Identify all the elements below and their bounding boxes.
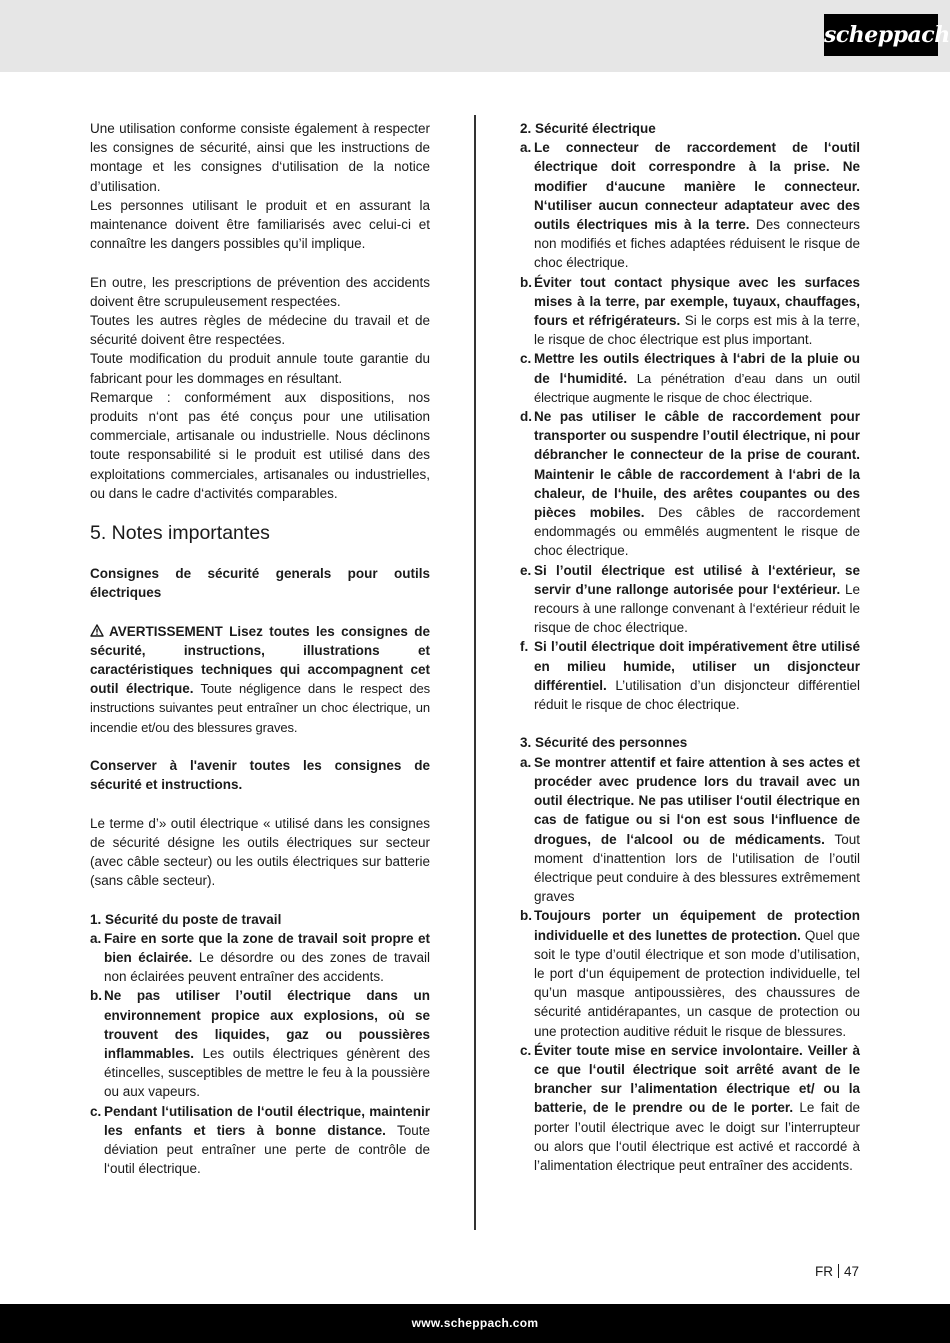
footer-url: www.scheppach.com bbox=[411, 1316, 539, 1330]
subsection-title: 3. Sécurité des personnes bbox=[520, 735, 688, 751]
header-bar bbox=[0, 0, 950, 72]
subsection-title: 1. Sécurité du poste de travail bbox=[90, 911, 282, 927]
intro-paragraph: Une utilisation conforme consiste également à respecter les consignes de sécurité, ainsi que les instructions de montage et les consignes d‘utilisation de la notice d’utilisation. bbox=[90, 121, 430, 194]
list-item bbox=[90, 929, 430, 987]
terme-paragraph: Le terme d’» outil électrique « utilisé dans les consignes de sécurité désigne les outils électriques sur secteur (avec câble secteur) ou les outils électriques sur batterie (sans câble secteur). bbox=[90, 815, 430, 889]
item-label: c. bbox=[90, 1103, 102, 1119]
intro-paragraph: Toute modification du produit annule toute garantie du fabricant pour les dommages en résultant. bbox=[90, 351, 430, 386]
list-item bbox=[520, 906, 860, 1040]
item-label: a. bbox=[520, 754, 532, 770]
item-text: Le désordre ou des zones de travail non éclairées peuvent entraîner des accidents. bbox=[104, 950, 430, 985]
item-text: Toute déviation peut entraîner une perte de contrôle de l‘outil électrique. bbox=[104, 1122, 430, 1177]
warning-text: Toute négligence dans le respect des instructions suivantes peut entraîner un choc électrique, un incendie et/ou des blessures graves. bbox=[90, 681, 430, 735]
item-bold-text: Pendant l‘utilisation de l‘outil électrique, maintenir les enfants et tiers à bonne distance. bbox=[104, 1103, 430, 1138]
item-label: c. bbox=[520, 351, 532, 367]
list-item bbox=[520, 407, 860, 561]
list-item bbox=[90, 986, 430, 1101]
item-text: La pénétration d’eau dans un outil électrique augmente le risque de choc électrique. bbox=[534, 370, 860, 405]
item-bold-text: Toujours porter un équipement de protection individuelle et des lunettes de protection. bbox=[534, 908, 860, 943]
list-item bbox=[520, 1041, 860, 1175]
list-item bbox=[520, 637, 860, 714]
item-label: b. bbox=[520, 908, 532, 924]
item-bold-text: Ne pas utiliser l’outil électrique dans un environnement propice aux explosions, où se trouvent des liquides, gaz ou poussières inflammables. bbox=[104, 988, 430, 1062]
column-divider bbox=[474, 115, 476, 1230]
item-bold-text: Faire en sorte que la zone de travail soit propre et bien éclairée. bbox=[104, 930, 430, 966]
intro-paragraph: Remarque : conformément aux dispositions, nos produits n‘ont pas été conçus pour une utilisation commerciale, artisanale ou industrielle. Nous déclinons toute responsabilité si le produit est utilisé dans des exploitations commerciales, artisanales ou industrielles, ou dans le cadre d‘activités comparables. bbox=[90, 389, 430, 501]
warning-paragraph bbox=[90, 622, 430, 737]
item-text: Quel que soit le type d’outil électrique et son mode d’utilisation, le port d‘un équipement de protection individuelle, tel qu’un masque antipoussières, des chaussures de sécurité antidérapantes, un casque de protection ou une protection auditive réduit le risque de blessures. bbox=[534, 927, 860, 1039]
item-label: b. bbox=[90, 988, 102, 1004]
item-text: Des câbles de raccordement endommagés ou emmêlés augmentent le risque de choc électrique. bbox=[534, 505, 861, 559]
item-label: f. bbox=[520, 639, 529, 655]
list-item bbox=[520, 138, 860, 272]
intro-paragraph: Les personnes utilisant le produit et en assurant la maintenance doivent être familiarisés avec celui-ci et connaître les dangers possibles qu’il implique. bbox=[90, 197, 430, 252]
item-text: Si le corps est mis à la terre, le risque de choc électrique est plus important. bbox=[534, 313, 861, 348]
item-text: Les outils électriques génèrent des étincelles, susceptibles de mettre le feu à la poussière ou aux vapeurs. bbox=[104, 1046, 430, 1100]
language-code: FR bbox=[814, 1264, 833, 1279]
conserver-note: Conserver à l'avenir toutes les consignes de sécurité et instructions. bbox=[90, 758, 430, 793]
item-text: Le recours à une rallonge convenant à l‘extérieur réduit le risque de choc électrique. bbox=[534, 581, 860, 636]
list-item bbox=[520, 273, 860, 350]
item-label: c. bbox=[520, 1042, 532, 1058]
list-item bbox=[520, 349, 860, 407]
brand-logo: scheppach bbox=[824, 14, 938, 56]
right-column bbox=[520, 119, 860, 1175]
warning-bold-text: AVERTISSEMENT Lisez toutes les consignes de sécurité, instructions, illustrations et caractéristiques techniques qui accompagnent cet outil électrique. bbox=[90, 623, 430, 697]
item-bold-text: Si l’outil électrique doit impérativement être utilisé en milieu humide, utiliser un disjoncteur différentiel. bbox=[534, 639, 860, 693]
intro-paragraph: Toutes les autres règles de médecine du travail et de sécurité doivent être respectées. bbox=[90, 313, 430, 348]
item-bold-text: Ne pas utiliser le câble de raccordement pour transporter ou suspendre l’outil électrique, ni pour débrancher le connecteur de la prise de courant. Maintenir le câble de raccordement à l‘abri de la chaleur, de l‘huile, des arêtes coupantes ou des pièces mobiles. bbox=[534, 409, 860, 521]
item-bold-text: Éviter toute mise en service involontaire. Veiller à ce que l‘outil électrique soit arrêté avant de le brancher sur l’alimentation électrique et/ ou la batterie, de le prendre ou de le porter. bbox=[534, 1042, 860, 1116]
item-text: L’utilisation d’un disjoncteur différentiel réduit le risque de choc électrique. bbox=[534, 677, 860, 713]
item-label: e. bbox=[520, 562, 532, 578]
page-number-value: 47 bbox=[843, 1264, 859, 1279]
item-text: Des connecteurs non modifiés et fiches adaptées réduisent le risque de choc électrique. bbox=[534, 217, 860, 271]
item-label: a. bbox=[520, 140, 532, 156]
section-title: 5. Notes importantes bbox=[90, 522, 270, 545]
item-bold-text: Éviter tout contact physique avec les surfaces mises à la terre, par exemple, tuyaux, chauffages, fours et réfrigérateurs. bbox=[534, 274, 860, 329]
item-bold-text: Se montrer attentif et faire attention à ses actes et procéder avec prudence lors du travail avec un outil électrique. Ne pas utiliser l‘outil électrique en cas de fatigue ou si l‘on est sous l‘influence de drogues, de l‘alcool ou de médicaments. bbox=[534, 754, 860, 847]
list-item bbox=[520, 561, 860, 638]
subsection-title: 2. Sécurité électrique bbox=[520, 121, 656, 136]
list-item bbox=[520, 753, 860, 907]
footer-bar bbox=[0, 1304, 950, 1343]
item-label: b. bbox=[520, 274, 532, 290]
item-bold-text: Mettre les outils électriques à l‘abri de la pluie ou de l‘humidité. bbox=[534, 351, 860, 386]
list-item bbox=[90, 1102, 430, 1179]
intro-paragraph: En outre, les prescriptions de prévention des accidents doivent être scrupuleusement respectées. bbox=[90, 274, 430, 309]
item-text: Tout moment d‘inattention lors de l‘utilisation de l’outil électrique peut conduire à des blessures extrêmement graves bbox=[534, 831, 860, 905]
item-bold-text: Le connecteur de raccordement de l‘outil électrique doit correspondre à la prise. Ne modifier d‘aucune manière le connecteur. N‘utiliser aucun connecteur adaptateur avec des outils électriques mis à la terre. bbox=[534, 140, 860, 233]
item-label: a. bbox=[90, 930, 102, 946]
page-number-separator bbox=[838, 1264, 839, 1278]
item-text: Le fait de porter l’outil électrique avec le doigt sur l’interrupteur ou alors que l‘outil électrique est activé et raccordé à l’alimentation électrique peut entraîner des accidents. bbox=[534, 1100, 860, 1173]
warning-triangle-icon bbox=[90, 624, 104, 637]
left-column bbox=[90, 119, 430, 1178]
item-label: d. bbox=[520, 409, 532, 425]
item-bold-text: Si l’outil électrique est utilisé à l‘extérieur, se servir d’une rallonge autorisée pour l‘extérieur. bbox=[534, 562, 860, 597]
page-number bbox=[815, 1264, 859, 1279]
consignes-title: Consignes de sécurité generals pour outils électriques bbox=[90, 566, 430, 601]
